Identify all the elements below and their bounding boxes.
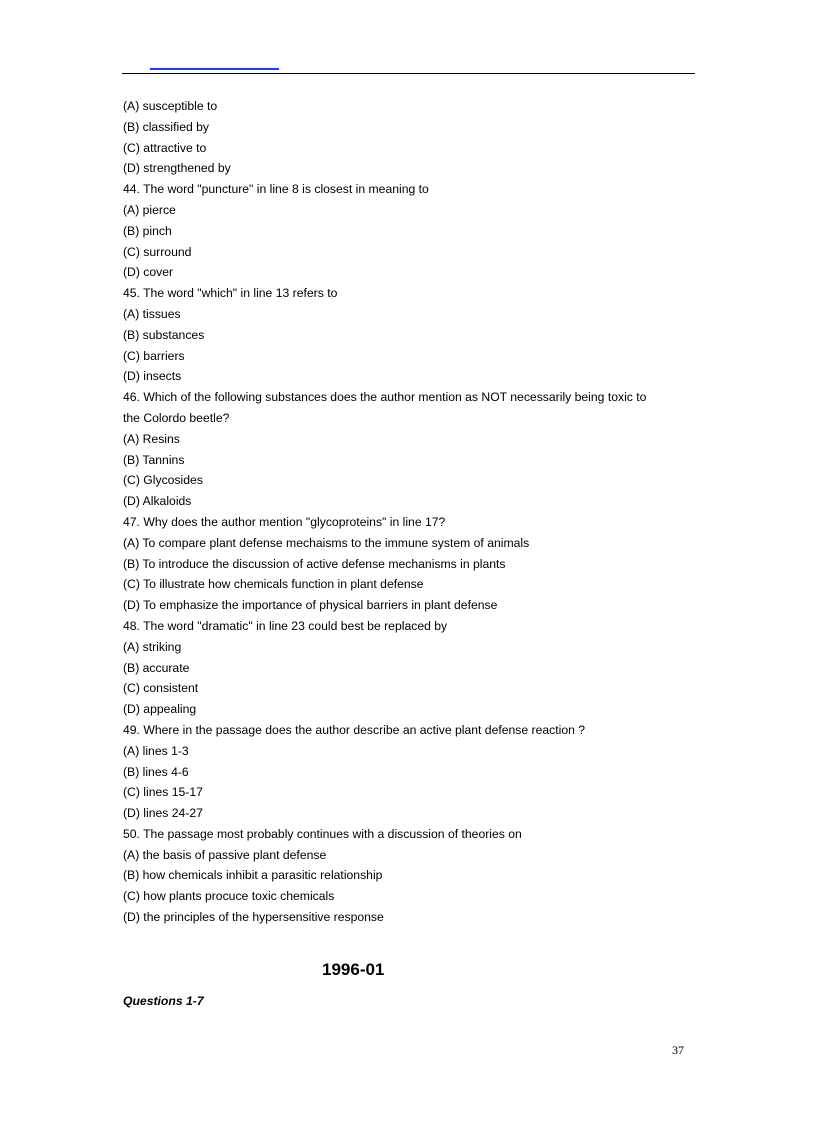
- answer-option: (D) insects: [123, 369, 182, 384]
- question-text: the Colordo beetle?: [123, 410, 230, 425]
- header-link[interactable]: [150, 68, 279, 70]
- question-text: 47. Why does the author mention "glycoproteins" in line 17?: [123, 514, 446, 529]
- answer-option: (D) To emphasize the importance of physical barriers in plant defense: [123, 598, 498, 613]
- question-text: 45. The word "which" in line 13 refers to: [123, 286, 338, 301]
- answer-option: (D) lines 24-27: [123, 806, 203, 821]
- answer-option: (C) surround: [123, 244, 192, 259]
- answer-option: (C) To illustrate how chemicals function in plant defense: [123, 577, 424, 592]
- answer-option: (A) susceptible to: [123, 99, 218, 113]
- answer-option: (D) appealing: [123, 702, 197, 717]
- answer-option: (D) the principles of the hypersensitive response: [123, 910, 384, 925]
- answer-option: (D) Alkaloids: [123, 494, 192, 509]
- answer-option: (B) accurate: [123, 660, 190, 675]
- answer-option: (C) lines 15-17: [123, 785, 203, 800]
- answer-option: (C) Glycosides: [123, 473, 203, 488]
- answer-option: (A) pierce: [123, 202, 176, 217]
- answer-option: (B) how chemicals inhibit a parasitic relationship: [123, 868, 383, 883]
- question-text: 50. The passage most probably continues with a discussion of theories on: [123, 826, 522, 841]
- subsection-title: Questions 1-7: [123, 994, 204, 1008]
- answer-option: (D) strengthened by: [123, 161, 231, 176]
- answer-option: (A) To compare plant defense mechaisms to the immune system of animals: [123, 535, 530, 550]
- answer-option: (A) tissues: [123, 306, 181, 321]
- answer-option: (A) striking: [123, 639, 182, 654]
- question-text: 48. The word "dramatic" in line 23 could best be replaced by: [123, 618, 448, 633]
- answer-option: (B) pinch: [123, 223, 172, 238]
- answer-option: (D) cover: [123, 265, 174, 280]
- header-divider: [122, 73, 695, 74]
- answer-option: (A) lines 1-3: [123, 743, 189, 758]
- answer-option: (C) how plants procuce toxic chemicals: [123, 889, 335, 904]
- answer-option: (A) the basis of passive plant defense: [123, 847, 327, 862]
- answer-option: (C) consistent: [123, 681, 199, 696]
- answer-option: (B) lines 4-6: [123, 764, 189, 779]
- answer-option: (B) classified by: [123, 119, 210, 134]
- question-list: [123, 96, 703, 928]
- section-title: 1996-01: [322, 960, 385, 979]
- answer-option: (C) barriers: [123, 348, 185, 363]
- question-text: 49. Where in the passage does the author describe an active plant defense reaction ?: [123, 722, 586, 737]
- question-text: 44. The word "puncture" in line 8 is closest in meaning to: [123, 182, 429, 197]
- answer-option: (B) substances: [123, 327, 205, 342]
- answer-option: (A) Resins: [123, 431, 180, 446]
- page-number: 37: [672, 1043, 684, 1057]
- answer-option: (B) Tannins: [123, 452, 185, 467]
- answer-option: (C) attractive to: [123, 140, 207, 155]
- answer-option: (B) To introduce the discussion of active defense mechanisms in plants: [123, 556, 506, 571]
- question-text: 46. Which of the following substances does the author mention as NOT necessarily being toxic to: [123, 390, 647, 405]
